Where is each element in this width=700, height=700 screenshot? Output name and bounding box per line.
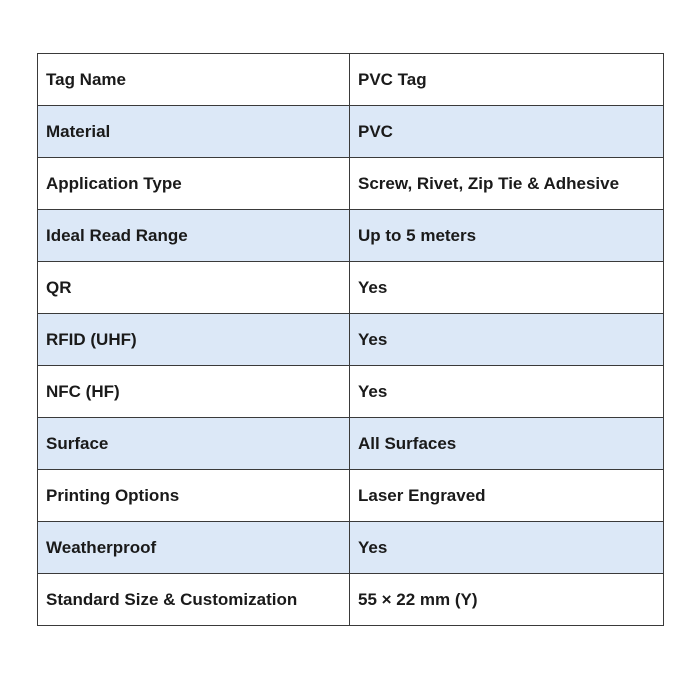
row-value-standard-size: 55 × 22 mm (Y)	[350, 574, 664, 626]
table-row	[38, 522, 664, 574]
table-row	[38, 106, 664, 158]
row-label-tag-name: Tag Name	[38, 54, 350, 106]
row-value-qr: Yes	[350, 262, 664, 314]
row-value-ideal-read-range: Up to 5 meters	[350, 210, 664, 262]
table-row	[38, 210, 664, 262]
row-value-tag-name: PVC Tag	[350, 54, 664, 106]
row-label-application-type: Application Type	[38, 158, 350, 210]
table-row	[38, 262, 664, 314]
row-label-ideal-read-range: Ideal Read Range	[38, 210, 350, 262]
row-label-printing-options: Printing Options	[38, 470, 350, 522]
table-row	[38, 314, 664, 366]
table-row	[38, 470, 664, 522]
row-value-material: PVC	[350, 106, 664, 158]
row-label-standard-size: Standard Size & Customization	[38, 574, 350, 626]
row-label-weatherproof: Weatherproof	[38, 522, 350, 574]
row-label-material: Material	[38, 106, 350, 158]
row-value-nfc-hf: Yes	[350, 366, 664, 418]
row-label-qr: QR	[38, 262, 350, 314]
table-row	[38, 418, 664, 470]
row-value-printing-options: Laser Engraved	[350, 470, 664, 522]
row-value-rfid-uhf: Yes	[350, 314, 664, 366]
row-label-rfid-uhf: RFID (UHF)	[38, 314, 350, 366]
table-row	[38, 54, 664, 106]
row-value-surface: All Surfaces	[350, 418, 664, 470]
table-row	[38, 366, 664, 418]
row-value-application-type: Screw, Rivet, Zip Tie & Adhesive	[350, 158, 664, 210]
table-row	[38, 158, 664, 210]
row-label-nfc-hf: NFC (HF)	[38, 366, 350, 418]
row-label-surface: Surface	[38, 418, 350, 470]
table-row	[38, 574, 664, 626]
row-value-weatherproof: Yes	[350, 522, 664, 574]
specification-table	[37, 53, 664, 626]
